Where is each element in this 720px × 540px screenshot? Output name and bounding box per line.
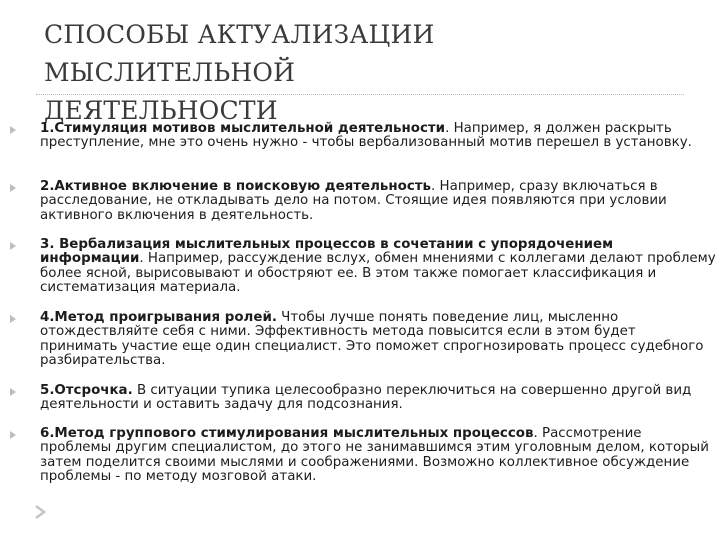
list-item-3 bbox=[40, 238, 716, 295]
triangle-bullet-icon bbox=[10, 184, 16, 192]
item-heading: Активное включение в поисковую деятельность bbox=[54, 179, 432, 194]
list-item-1 bbox=[40, 122, 716, 151]
item-number: 3. bbox=[40, 237, 55, 252]
item-text: В ситуации тупика целесообразно переключиться на совершенно другой вид деятельности и оставить задачу для подсознания. bbox=[40, 383, 692, 413]
item-text: . Рассмотрение проблемы другим специалистом, до этого не занимавшимся этим уголовным делом, который затем поделится своими мыслями и соображениями. Возможно коллективное обсуждение проблемы - по методу мозговой атаки. bbox=[40, 426, 709, 484]
item-heading: Вербализация мыслительных процессов в сочетании с упорядочением информации bbox=[40, 237, 614, 267]
slide-title-line-2: ДЕЯТЕЛЬНОСТИ bbox=[44, 96, 278, 125]
triangle-bullet-icon bbox=[10, 315, 16, 323]
list-item-2 bbox=[40, 180, 716, 223]
item-number: 4. bbox=[40, 310, 55, 325]
chevron-right-icon bbox=[34, 505, 46, 519]
list-item-4 bbox=[40, 311, 716, 368]
item-text: . Например, рассуждение вслух, обмен мнениями с коллегами делают проблему более ясной, вырисовывают и обостряют ее. В этом также помогает классификация и систематизация материала. bbox=[40, 251, 716, 295]
item-heading: Отсрочка. bbox=[54, 383, 133, 398]
list-item-6 bbox=[40, 427, 716, 484]
triangle-bullet-icon bbox=[10, 126, 16, 134]
item-number: 6. bbox=[40, 426, 55, 441]
item-heading: Метод группового стимулирования мыслительных процессов bbox=[54, 426, 534, 441]
item-number: 5. bbox=[40, 383, 55, 398]
item-heading: Стимуляция мотивов мыслительной деятельности bbox=[54, 121, 446, 136]
slide-title-line-1: СПОСОБЫ АКТУАЛИЗАЦИИ МЫСЛИТЕЛЬНОЙ bbox=[44, 20, 435, 87]
triangle-bullet-icon bbox=[10, 431, 16, 439]
item-text: . Например, я должен раскрыть преступление, мне это очень нужно - чтобы вербализованный мотив перешел в установку. bbox=[40, 121, 692, 151]
list-item-5 bbox=[40, 384, 716, 413]
item-text: . Например, сразу включаться в расследование, не откладывать дело на потом. Стоящие идея появляются при условии активного включения в деятельность. bbox=[40, 179, 667, 223]
item-number: 1. bbox=[40, 121, 55, 136]
item-text: Чтобы лучше понять поведение лиц, мысленно отождествляйте себя с ними. Эффективность метода повысится если в этом будет принимать участие еще один специалист. Это поможет спрогнозировать процесс судебного разбирательства. bbox=[40, 310, 704, 368]
triangle-bullet-icon bbox=[10, 388, 16, 396]
triangle-bullet-icon bbox=[10, 242, 16, 250]
item-number: 2. bbox=[40, 179, 55, 194]
item-heading: Метод проигрывания ролей. bbox=[54, 310, 277, 325]
